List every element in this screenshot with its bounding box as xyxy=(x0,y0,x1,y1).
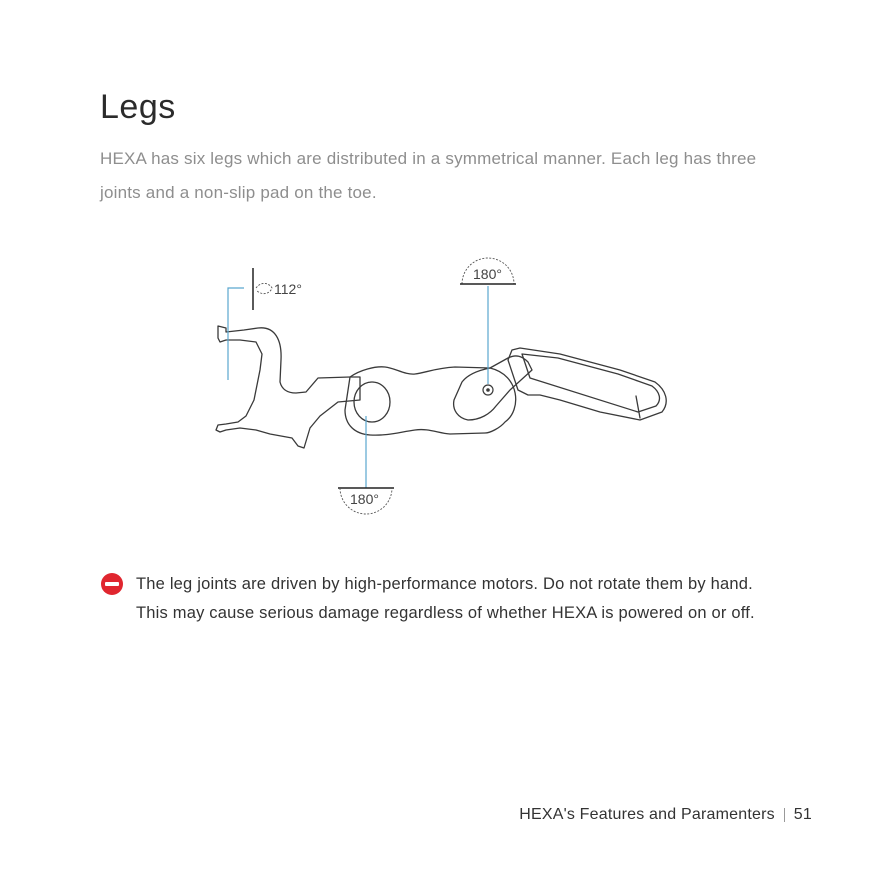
tibia-shell xyxy=(508,348,666,420)
leg-diagram xyxy=(200,250,700,530)
femur-angle-indicator xyxy=(338,488,394,514)
tibia-angle-label: 180° xyxy=(473,266,502,282)
page-title: Legs xyxy=(100,88,176,126)
femur-body xyxy=(345,367,516,435)
femur-angle-label: 180° xyxy=(350,491,379,507)
warning-text: The leg joints are driven by high-performance motors. Do not rotate them by hand. This may cause serious damage regardless of whether HEXA is powered on or off. xyxy=(136,575,755,622)
page-number: 51 xyxy=(793,806,812,823)
coxa-angle-label: 112° xyxy=(274,281,302,297)
coxa-bracket xyxy=(216,326,360,448)
footer-section-name: HEXA's Features and Paramenters xyxy=(519,806,775,823)
footer-divider xyxy=(784,808,785,822)
no-entry-icon xyxy=(100,572,124,596)
page-footer xyxy=(519,806,812,824)
coxa-guide-line xyxy=(228,288,244,380)
coxa-angle-indicator xyxy=(253,268,302,310)
tibia-angle-indicator xyxy=(460,258,516,284)
femur-joint-disc xyxy=(354,382,390,422)
intro-paragraph: HEXA has six legs which are distributed in a symmetrical manner. Each leg has three joints and a non-slip pad on the toe. xyxy=(100,149,757,202)
